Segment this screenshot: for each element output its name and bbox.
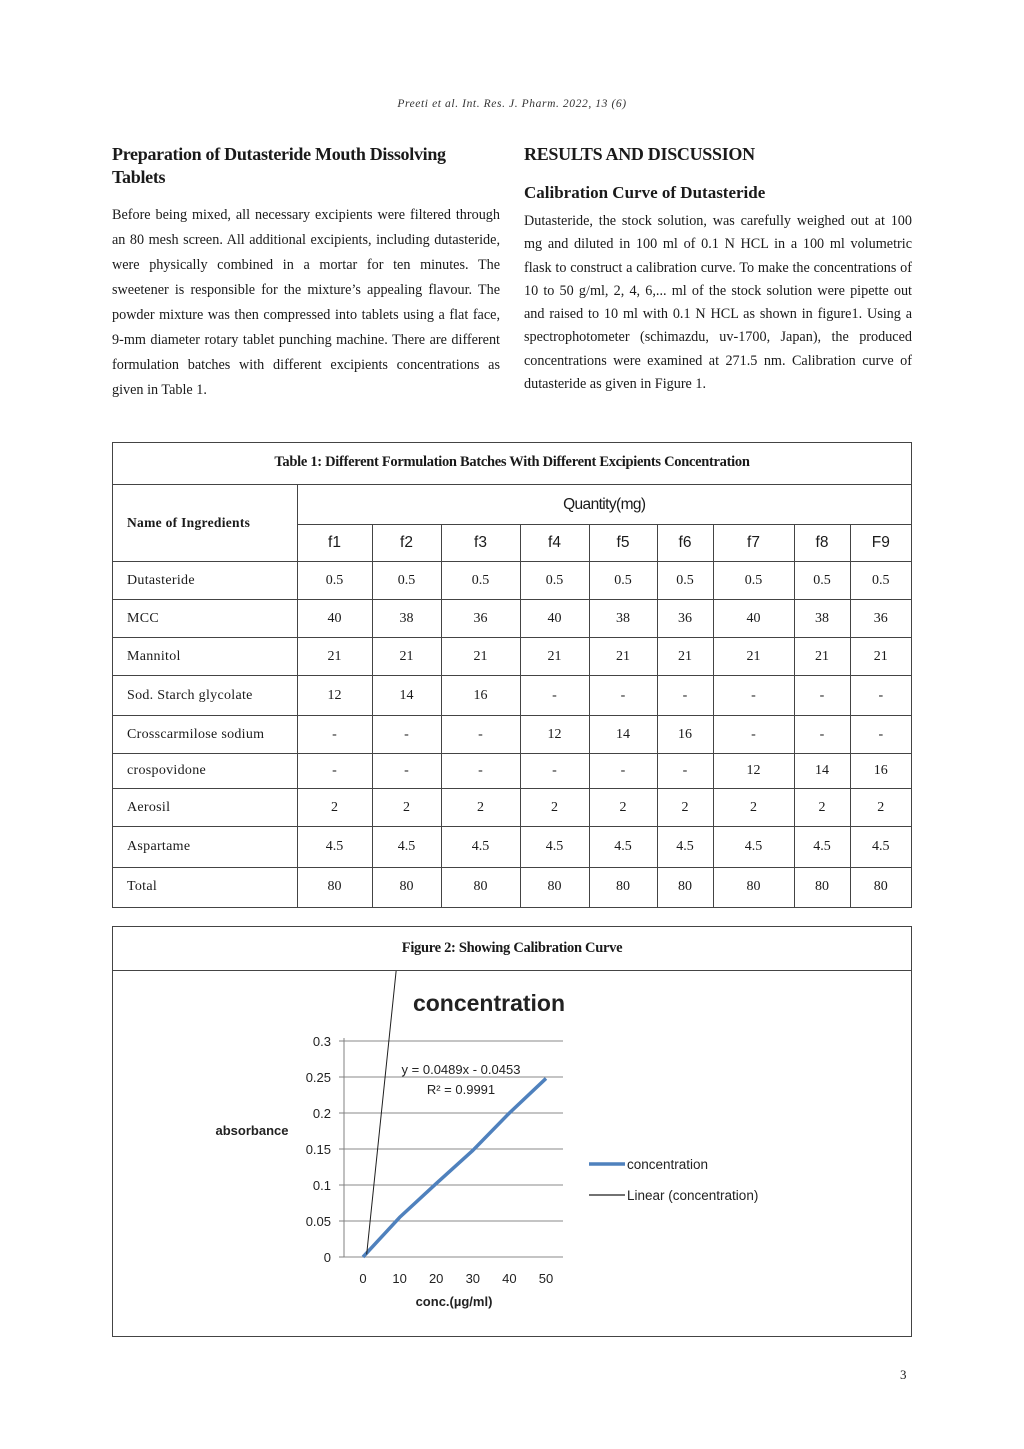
quantity-cell: -: [713, 716, 794, 754]
quantity-cell: -: [372, 754, 441, 789]
quantity-cell: 2: [297, 789, 372, 827]
batch-header: f7: [713, 525, 794, 562]
quantity-cell: 80: [794, 868, 850, 907]
quantity-cell: 16: [441, 676, 520, 716]
quantity-cell: 38: [589, 600, 657, 638]
ingredient-name: Sod. Starch glycolate: [113, 676, 297, 716]
section-heading-results: RESULTS AND DISCUSSION: [524, 144, 755, 164]
quantity-cell: -: [794, 676, 850, 716]
x-tick-label: 40: [502, 1271, 517, 1286]
subheading-calibration: Calibration Curve of Dutasteride: [524, 183, 766, 202]
quantity-cell: -: [297, 716, 372, 754]
ingredient-name: Dutasteride: [113, 562, 297, 600]
ingredient-name: crospovidone: [113, 754, 297, 789]
quantity-cell: 14: [794, 754, 850, 789]
name-of-ingredients-header: Name of Ingredients: [113, 485, 297, 562]
quantity-cell: 4.5: [794, 827, 850, 868]
quantity-cell: 21: [794, 638, 850, 676]
table-caption: Table 1: Different Formulation Batches With Different Excipients Concentration: [113, 443, 911, 485]
quantity-cell: 21: [589, 638, 657, 676]
quantity-cell: 21: [713, 638, 794, 676]
quantity-cell: 38: [372, 600, 441, 638]
batch-header: f3: [441, 525, 520, 562]
quantity-cell: 0.5: [713, 562, 794, 600]
quantity-header: Quantity(mg): [297, 485, 911, 525]
quantity-cell: -: [850, 716, 911, 754]
quantity-cell: 4.5: [520, 827, 589, 868]
page-number: 3: [900, 1367, 907, 1382]
y-tick-label: 0.2: [312, 1106, 331, 1121]
quantity-cell: 80: [372, 868, 441, 907]
quantity-cell: 80: [520, 868, 589, 907]
legend-label: Linear (concentration): [627, 1188, 759, 1203]
quantity-cell: 16: [657, 716, 713, 754]
ingredient-name: Total: [113, 868, 297, 907]
quantity-cell: -: [372, 716, 441, 754]
quantity-cell: 0.5: [850, 562, 911, 600]
quantity-cell: 80: [589, 868, 657, 907]
quantity-cell: 36: [441, 600, 520, 638]
quantity-cell: 4.5: [657, 827, 713, 868]
quantity-cell: 40: [297, 600, 372, 638]
table-row: [113, 676, 911, 716]
quantity-cell: -: [520, 676, 589, 716]
quantity-cell: -: [297, 754, 372, 789]
table-row: [113, 638, 911, 676]
quantity-cell: 14: [589, 716, 657, 754]
quantity-cell: 80: [713, 868, 794, 907]
quantity-cell: 2: [850, 789, 911, 827]
batch-header: f8: [794, 525, 850, 562]
quantity-cell: 4.5: [589, 827, 657, 868]
quantity-cell: 21: [297, 638, 372, 676]
section-heading-preparation: Preparation of Dutasteride Mouth Dissolving Tablets: [112, 144, 446, 187]
quantity-cell: 36: [657, 600, 713, 638]
quantity-cell: -: [794, 716, 850, 754]
quantity-cell: 0.5: [657, 562, 713, 600]
quantity-cell: 12: [520, 716, 589, 754]
quantity-cell: 4.5: [713, 827, 794, 868]
quantity-cell: 2: [520, 789, 589, 827]
quantity-cell: 2: [713, 789, 794, 827]
quantity-cell: -: [441, 716, 520, 754]
figure-2: [112, 926, 912, 1337]
batch-header: f1: [328, 534, 341, 551]
batch-header: f2: [372, 525, 441, 562]
quantity-cell: 0.5: [794, 562, 850, 600]
ingredient-name: Aspartame: [113, 827, 297, 868]
quantity-cell: 80: [441, 868, 520, 907]
y-tick-label: 0: [323, 1250, 331, 1265]
batch-header: f4: [520, 525, 589, 562]
quantity-cell: -: [657, 676, 713, 716]
quantity-cell: 0.5: [372, 562, 441, 600]
quantity-cell: -: [589, 754, 657, 789]
quantity-cell: 4.5: [297, 827, 372, 868]
quantity-cell: 4.5: [441, 827, 520, 868]
quantity-cell: 80: [850, 868, 911, 907]
quantity-cell: 12: [713, 754, 794, 789]
table-row: [113, 827, 911, 868]
quantity-cell: 40: [713, 600, 794, 638]
preparation-paragraph: Before being mixed, all necessary excipients were filtered through an 80 mesh screen. All additional excipients, including dutasteride, were physically combined in a mortar for ten minutes. The sweetener is responsible for the mixture’s appealing flavour. The powder mixture was then compressed into tablets using a flat face, 9-mm diameter rotary tablet punching machine. There are different formulation batches with different excipients concentrations as given in Table 1.: [112, 207, 500, 398]
y-tick-label: 0.1: [312, 1178, 331, 1193]
y-tick-label: 0.25: [305, 1070, 331, 1085]
ingredient-name: Mannitol: [113, 638, 297, 676]
quantity-cell: 4.5: [372, 827, 441, 868]
quantity-cell: -: [850, 676, 911, 716]
batch-header: f6: [657, 525, 713, 562]
quantity-cell: 0.5: [441, 562, 520, 600]
quantity-cell: 36: [850, 600, 911, 638]
y-tick-label: 0.3: [312, 1034, 331, 1049]
quantity-cell: 21: [441, 638, 520, 676]
quantity-cell: 21: [850, 638, 911, 676]
y-tick-label: 0.05: [305, 1214, 331, 1229]
quantity-cell: 21: [657, 638, 713, 676]
right-column: [524, 143, 912, 396]
table-1: [112, 442, 912, 908]
table-row: [113, 868, 911, 907]
running-header: Preeti et al. Int. Res. J. Pharm. 2022, 13 (6): [397, 98, 627, 110]
quantity-cell: -: [657, 754, 713, 789]
x-tick-label: 20: [428, 1271, 444, 1286]
legend-label: concentration: [627, 1157, 709, 1172]
y-tick-label: 0.15: [305, 1142, 331, 1157]
quantity-cell: 21: [372, 638, 441, 676]
x-tick-label: 50: [538, 1271, 554, 1286]
left-column: [112, 143, 500, 403]
trendline-equation: y = 0.0489x - 0.0453: [401, 1062, 521, 1077]
ingredient-name: MCC: [113, 600, 297, 638]
concentration-series-line: [363, 1078, 546, 1257]
quantity-cell: -: [441, 754, 520, 789]
quantity-cell: 14: [372, 676, 441, 716]
quantity-cell: 21: [520, 638, 589, 676]
x-tick-label: 0: [359, 1271, 367, 1286]
batch-header: F9: [850, 525, 911, 562]
chart-title: concentration: [412, 990, 566, 1016]
table-row: [113, 754, 911, 789]
table-row: [113, 789, 911, 827]
quantity-cell: 38: [794, 600, 850, 638]
quantity-cell: 0.5: [520, 562, 589, 600]
quantity-cell: 80: [657, 868, 713, 907]
quantity-cell: 2: [589, 789, 657, 827]
x-axis-label: conc.(µg/ml): [415, 1294, 493, 1309]
calibration-paragraph: Dutasteride, the stock solution, was carefully weighed out at 100 mg and diluted in 100 ml of 0.1 N HCL in a 100 ml volumetric flask to construct a calibration curve. To make the concentrations of 10 to 50 g/ml, 2, 4, 6,... ml of the stock solution were pipette out and raised to 10 ml with 0.1 N HCL as shown in figure1. Using a spectrophotometer (schimazdu, uv-1700, Japan), the produced concentrations were examined at 271.5 nm. Calibration curve of dutasteride as given in Figure 1.: [524, 213, 912, 393]
x-tick-label: 10: [392, 1271, 407, 1286]
quantity-cell: -: [589, 676, 657, 716]
x-tick-label: 30: [465, 1271, 481, 1286]
quantity-cell: 0.5: [589, 562, 657, 600]
table-row: [113, 716, 911, 754]
ingredients-table: [113, 485, 911, 907]
quantity-cell: 40: [520, 600, 589, 638]
trendline-r-squared: R² = 0.9991: [426, 1082, 496, 1097]
ingredient-name: Crosscarmilose sodium: [113, 716, 297, 754]
quantity-cell: 2: [657, 789, 713, 827]
quantity-cell: 2: [372, 789, 441, 827]
quantity-cell: 2: [441, 789, 520, 827]
calibration-chart: [113, 971, 911, 1335]
quantity-cell: 80: [297, 868, 372, 907]
table-row: [113, 562, 911, 600]
y-axis-label: absorbance: [215, 1123, 289, 1138]
quantity-cell: -: [520, 754, 589, 789]
quantity-cell: 16: [850, 754, 911, 789]
quantity-cell: 4.5: [850, 827, 911, 868]
quantity-cell: 2: [794, 789, 850, 827]
quantity-cell: 0.5: [297, 562, 372, 600]
table-row: [113, 600, 911, 638]
quantity-cell: -: [713, 676, 794, 716]
figure-caption: Figure 2: Showing Calibration Curve: [113, 927, 911, 971]
quantity-cell: 12: [297, 676, 372, 716]
ingredient-name: Aerosil: [113, 789, 297, 827]
batch-header: f5: [589, 525, 657, 562]
